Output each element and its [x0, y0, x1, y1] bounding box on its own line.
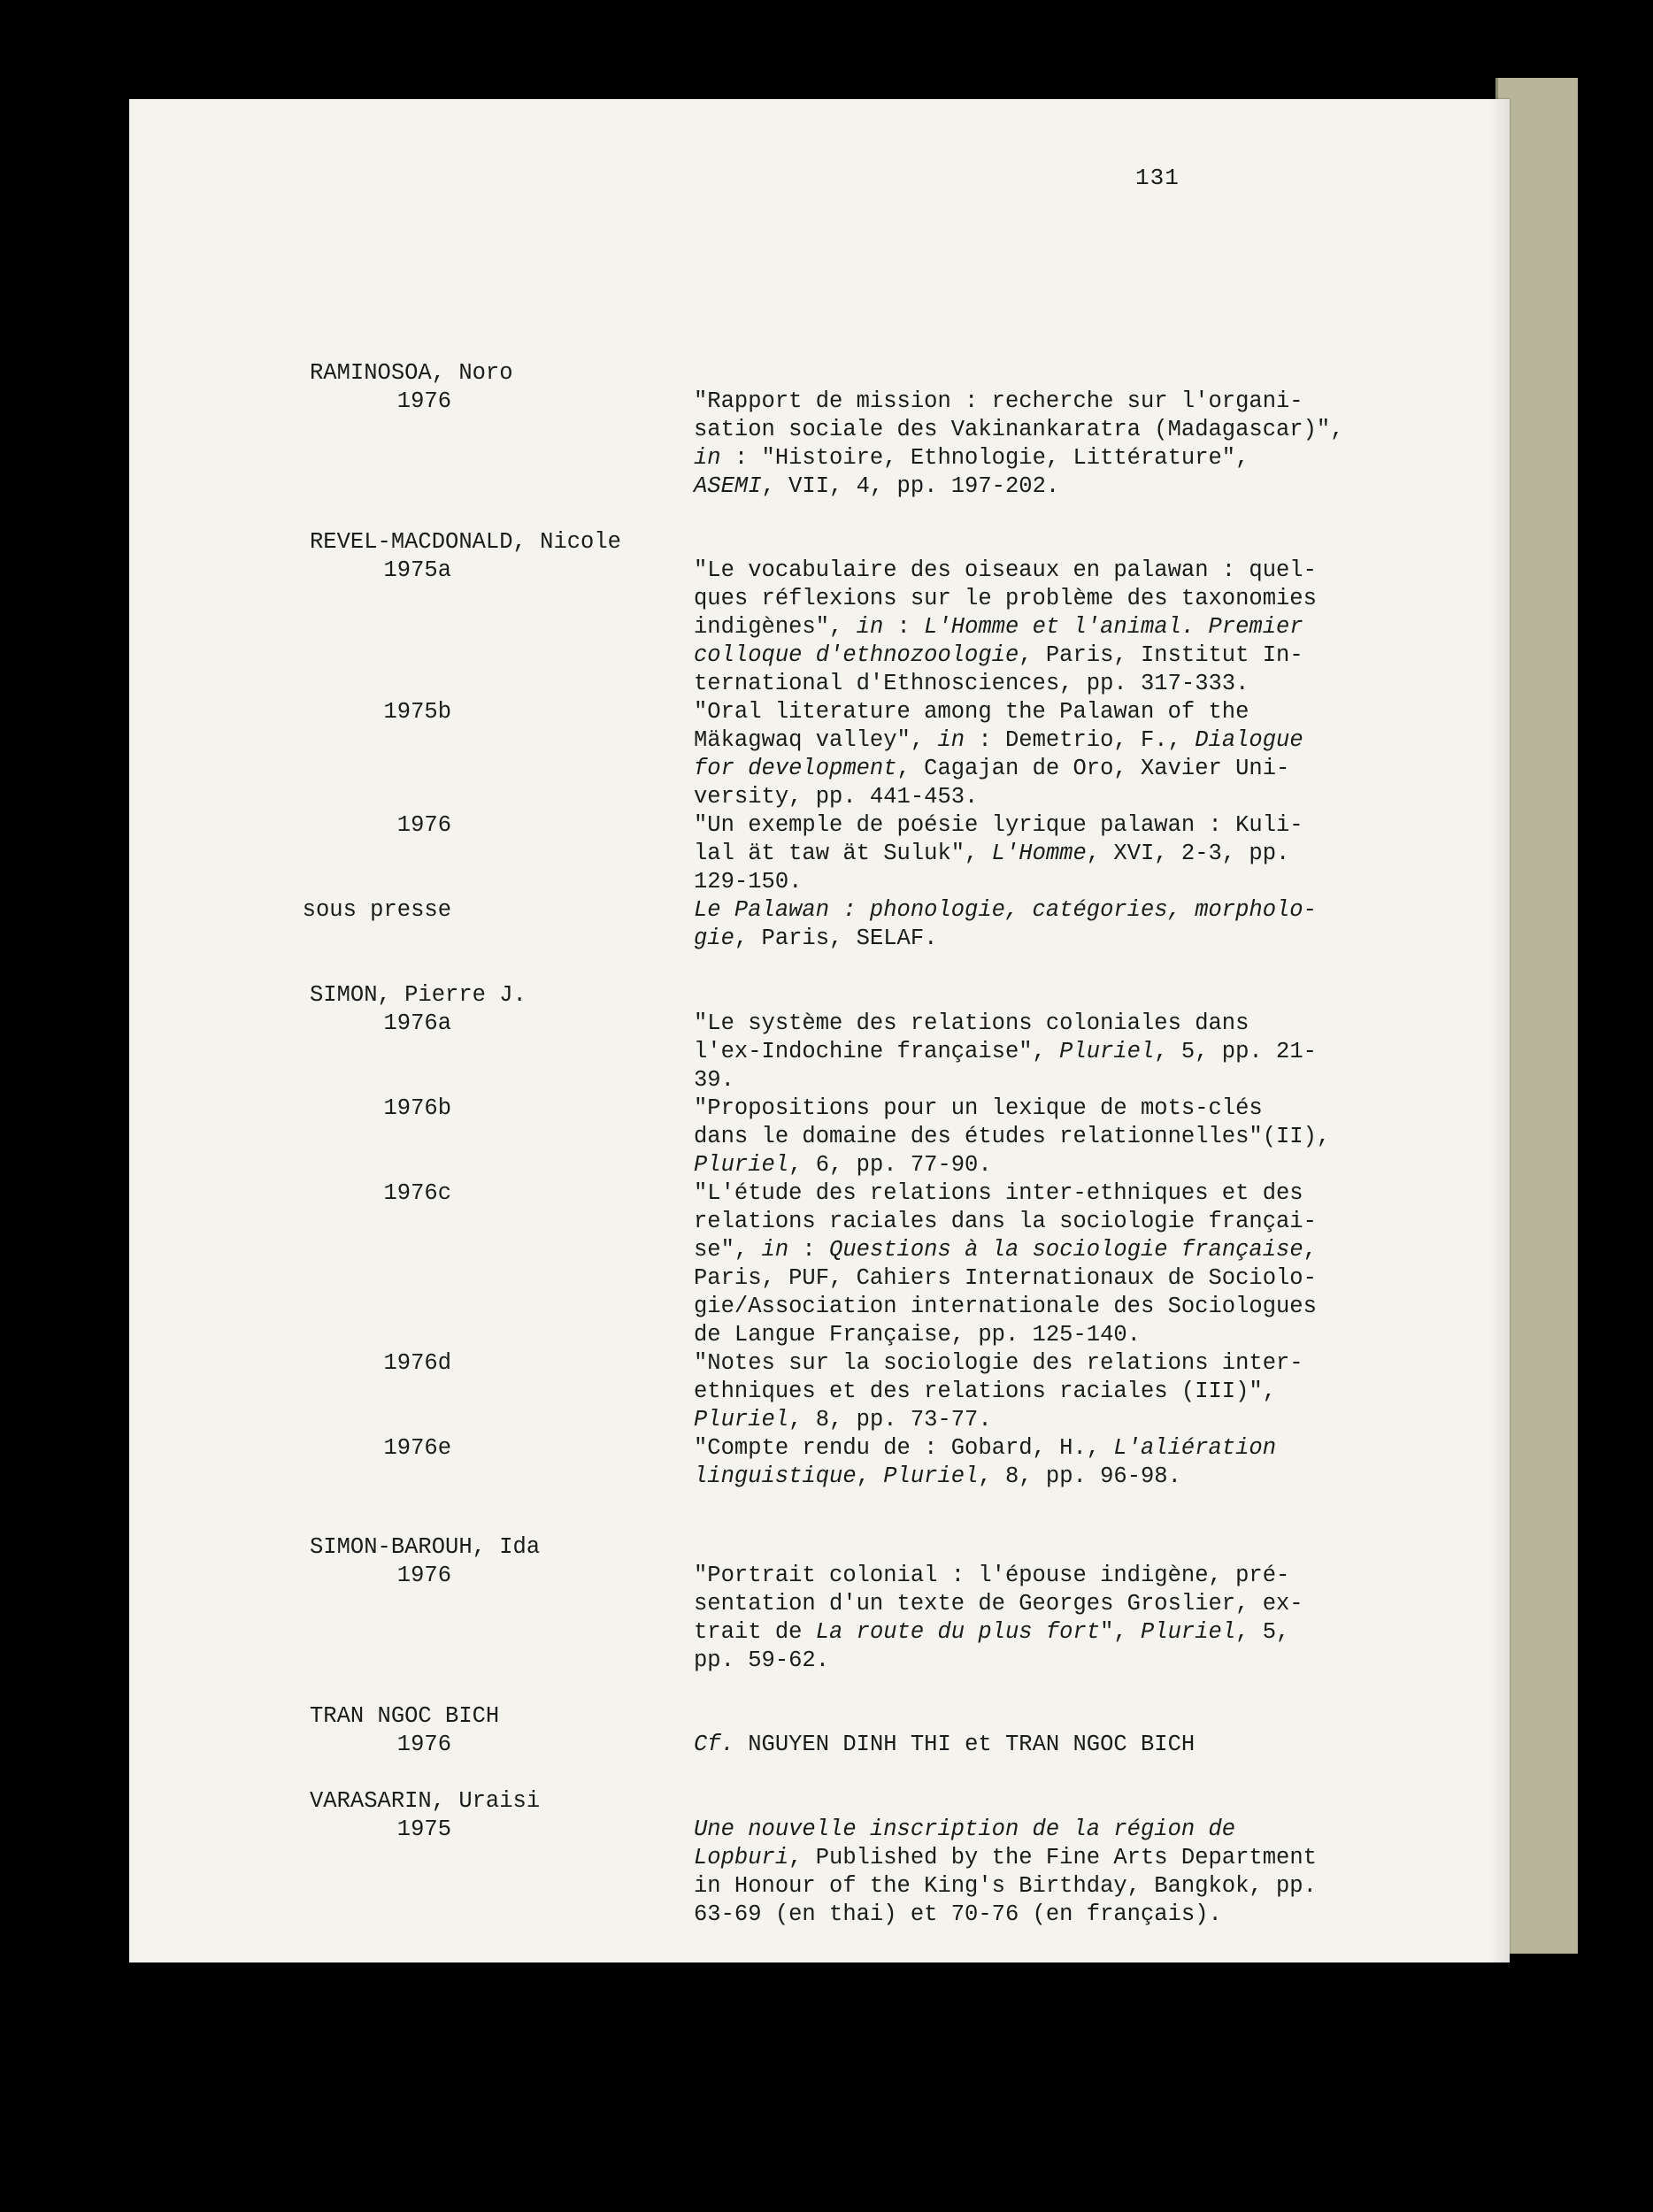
italic-segment: Cf. — [694, 1732, 734, 1757]
reference-line — [694, 388, 1344, 416]
reference-line — [694, 1179, 1317, 1208]
italic-segment: in — [937, 727, 965, 753]
reference-line — [694, 726, 1303, 755]
italic-segment: Pluriel — [883, 1463, 979, 1489]
reference-line — [694, 698, 1303, 726]
publication-year: 1976 — [396, 812, 451, 838]
reference-line — [694, 1236, 1317, 1264]
text-segment: , 6, pp. 77-90. — [788, 1152, 992, 1178]
text-segment: ethniques et des relations raciales (III)", — [694, 1379, 1277, 1404]
text-segment: relations raciales dans la sociologie françai- — [694, 1209, 1317, 1234]
reference-line — [694, 641, 1317, 670]
text-segment: "L'étude des relations inter-ethniques et des — [694, 1180, 1303, 1206]
text-segment: NGUYEN DINH THI et TRAN NGOC BICH — [734, 1732, 1196, 1757]
text-segment: "Le vocabulaire des oiseaux en palawan : quel- — [694, 557, 1317, 583]
author-name: RAMINOSOA, Noro — [310, 360, 513, 386]
reference-line — [694, 1590, 1303, 1618]
italic-segment: Une nouvelle inscription de la région de — [694, 1816, 1236, 1842]
page-number: 131 — [1135, 165, 1180, 191]
text-segment: , XVI, 2-3, pp. — [1086, 841, 1290, 866]
text-segment: sation sociale des Vakinankaratra (Madagascar)", — [694, 417, 1344, 442]
reference-line — [694, 783, 1303, 811]
text-segment: ques réflexions sur le problème des taxonomies — [694, 586, 1317, 611]
text-segment: , VII, 4, pp. 197-202. — [761, 473, 1060, 499]
text-segment: , Paris, Institut In- — [1019, 642, 1303, 668]
italic-segment: in — [856, 614, 884, 640]
reference-line — [694, 1731, 1195, 1759]
reference-text — [694, 557, 1317, 698]
text-segment: 129-150. — [694, 869, 803, 895]
italic-segment: Pluriel — [694, 1407, 789, 1432]
text-segment: , 8, pp. 96-98. — [978, 1463, 1181, 1489]
reference-line — [694, 1094, 1330, 1123]
text-segment: se", — [694, 1237, 762, 1263]
publication-year: 1976a — [383, 1010, 451, 1036]
publication-year: 1975a — [383, 557, 451, 583]
text-segment: "Propositions pour un lexique de mots-clés — [694, 1095, 1263, 1121]
text-segment: versity, pp. 441-453. — [694, 784, 979, 810]
reference-line — [694, 585, 1317, 613]
text-segment: "Oral literature among the Palawan of the — [694, 699, 1249, 725]
reference-line — [694, 1434, 1276, 1463]
italic-segment: Pluriel — [694, 1152, 789, 1178]
reference-text — [694, 1434, 1276, 1491]
publication-year: 1976c — [383, 1180, 451, 1206]
reference-line — [694, 444, 1344, 472]
reference-text — [694, 896, 1317, 953]
reference-line — [694, 755, 1303, 783]
text-segment: de Langue Française, pp. 125-140. — [694, 1322, 1141, 1348]
text-segment: "Un exemple de poésie lyrique palawan : Kuli- — [694, 812, 1303, 838]
reference-line — [694, 1321, 1317, 1349]
reference-text — [694, 388, 1344, 501]
text-segment: : — [883, 614, 925, 640]
italic-segment: gie — [694, 926, 734, 951]
italic-segment: in — [694, 445, 721, 471]
publication-year: 1976 — [396, 1732, 451, 1757]
publication-year: 1976d — [383, 1350, 451, 1376]
reference-line — [694, 1562, 1303, 1590]
text-segment: , 5, pp. 21- — [1154, 1039, 1317, 1064]
publication-year: 1976e — [383, 1435, 451, 1461]
text-segment: : — [788, 1237, 830, 1263]
reference-line — [694, 557, 1317, 585]
italic-segment: Pluriel — [1141, 1619, 1236, 1645]
italic-segment: Lopburi — [694, 1845, 789, 1870]
author-name: REVEL-MACDONALD, Nicole — [310, 529, 621, 555]
reference-line — [694, 613, 1317, 641]
reference-line — [694, 1349, 1303, 1378]
text-segment: "Compte rendu de : Gobard, H., — [694, 1435, 1114, 1461]
text-segment: , Paris, SELAF. — [734, 926, 938, 951]
text-segment: lal ät taw ät Suluk", — [694, 841, 992, 866]
reference-line — [694, 1844, 1317, 1872]
text-segment: "Notes sur la sociologie des relations inter- — [694, 1350, 1303, 1376]
reference-line — [694, 1406, 1303, 1434]
text-segment: , — [1303, 1237, 1317, 1263]
text-segment: "Portrait colonial : l'épouse indigène, pré- — [694, 1563, 1290, 1588]
text-segment: , 5, — [1235, 1619, 1290, 1645]
reference-text — [694, 1094, 1330, 1179]
italic-segment: for development — [694, 756, 897, 781]
italic-segment: L'Homme — [991, 841, 1087, 866]
reference-line — [694, 1293, 1317, 1321]
publication-year: 1976 — [396, 388, 451, 414]
text-segment: 63-69 (en thai) et 70-76 (en français). — [694, 1901, 1222, 1927]
reference-text — [694, 811, 1303, 896]
reference-line — [694, 416, 1344, 444]
italic-segment: linguistique — [694, 1463, 857, 1489]
author-name: VARASARIN, Uraisi — [310, 1788, 541, 1814]
italic-segment: Le Palawan : phonologie, catégories, morpholo- — [694, 897, 1317, 923]
reference-line — [694, 1010, 1317, 1038]
reference-line — [694, 1151, 1330, 1179]
reference-text — [694, 1349, 1303, 1434]
reference-text — [694, 1010, 1317, 1094]
text-segment: gie/Association internationale des Sociologues — [694, 1294, 1317, 1319]
reference-line — [694, 1038, 1317, 1066]
text-segment: 39. — [694, 1067, 734, 1093]
reference-line — [694, 1872, 1317, 1901]
text-segment: in Honour of the King's Birthday, Bangkok, pp. — [694, 1873, 1317, 1899]
reference-line — [694, 1901, 1317, 1929]
reference-text — [694, 1179, 1317, 1349]
publication-year: 1975b — [383, 699, 451, 725]
reference-line — [694, 1647, 1303, 1675]
publication-year: 1976b — [383, 1095, 451, 1121]
publication-year: sous presse — [302, 897, 451, 923]
text-segment: : Demetrio, F., — [965, 727, 1196, 753]
reference-text — [694, 1562, 1303, 1675]
text-segment: dans le domaine des études relationnelles"(II), — [694, 1124, 1331, 1149]
reference-line — [694, 1264, 1317, 1293]
reference-line — [694, 472, 1344, 501]
reference-line — [694, 1066, 1317, 1094]
italic-segment: in — [761, 1237, 789, 1263]
reference-line — [694, 868, 1303, 896]
publication-year: 1975 — [396, 1816, 451, 1842]
italic-segment: ASEMI — [694, 473, 762, 499]
text-segment: indigènes", — [694, 614, 857, 640]
reference-line — [694, 1618, 1303, 1647]
reference-line — [694, 1378, 1303, 1406]
text-segment: , Cagajan de Oro, Xavier Uni- — [896, 756, 1290, 781]
text-segment: : "Histoire, Ethnologie, Littérature", — [720, 445, 1249, 471]
italic-segment: Questions à la sociologie française — [829, 1237, 1303, 1263]
reference-text — [694, 698, 1303, 811]
text-segment: trait de — [694, 1619, 816, 1645]
reference-line — [694, 896, 1317, 925]
author-name: TRAN NGOC BICH — [310, 1703, 500, 1729]
text-segment: ternational d'Ethnosciences, pp. 317-333. — [694, 671, 1249, 696]
italic-segment: Dialogue — [1195, 727, 1303, 753]
text-segment: Paris, PUF, Cahiers Internationaux de Sociolo- — [694, 1265, 1317, 1291]
text-segment: Mäkagwaq valley", — [694, 727, 938, 753]
reference-line — [694, 1208, 1317, 1236]
reference-line — [694, 840, 1303, 868]
text-segment: pp. 59-62. — [694, 1647, 830, 1673]
text-segment: , — [856, 1463, 884, 1489]
reference-line — [694, 811, 1303, 840]
text-segment: sentation d'un texte de Georges Groslier, ex- — [694, 1591, 1303, 1617]
reference-line — [694, 925, 1317, 953]
text-segment: , 8, pp. 73-77. — [788, 1407, 992, 1432]
italic-segment: Pluriel — [1059, 1039, 1155, 1064]
publication-year: 1976 — [396, 1563, 451, 1588]
reference-line — [694, 1123, 1330, 1151]
reference-line — [694, 670, 1317, 698]
italic-segment: colloque d'ethnozoologie — [694, 642, 1019, 668]
text-segment: , Published by the Fine Arts Department — [788, 1845, 1317, 1870]
italic-segment: La route du plus fort — [815, 1619, 1101, 1645]
text-segment: "Rapport de mission : recherche sur l'organi- — [694, 388, 1303, 414]
author-name: SIMON, Pierre J. — [310, 982, 527, 1008]
author-name: SIMON-BAROUH, Ida — [310, 1534, 541, 1560]
text-segment: ", — [1100, 1619, 1142, 1645]
reference-line — [694, 1463, 1276, 1491]
italic-segment: L'Homme et l'animal. Premier — [924, 614, 1303, 640]
page-shadow — [1488, 99, 1510, 1962]
reference-text — [694, 1731, 1195, 1759]
reference-line — [694, 1816, 1317, 1844]
italic-segment: L'aliération — [1113, 1435, 1277, 1461]
text-segment: "Le système des relations coloniales dans — [694, 1010, 1249, 1036]
reference-text — [694, 1816, 1317, 1929]
text-segment: l'ex-Indochine française", — [694, 1039, 1060, 1064]
